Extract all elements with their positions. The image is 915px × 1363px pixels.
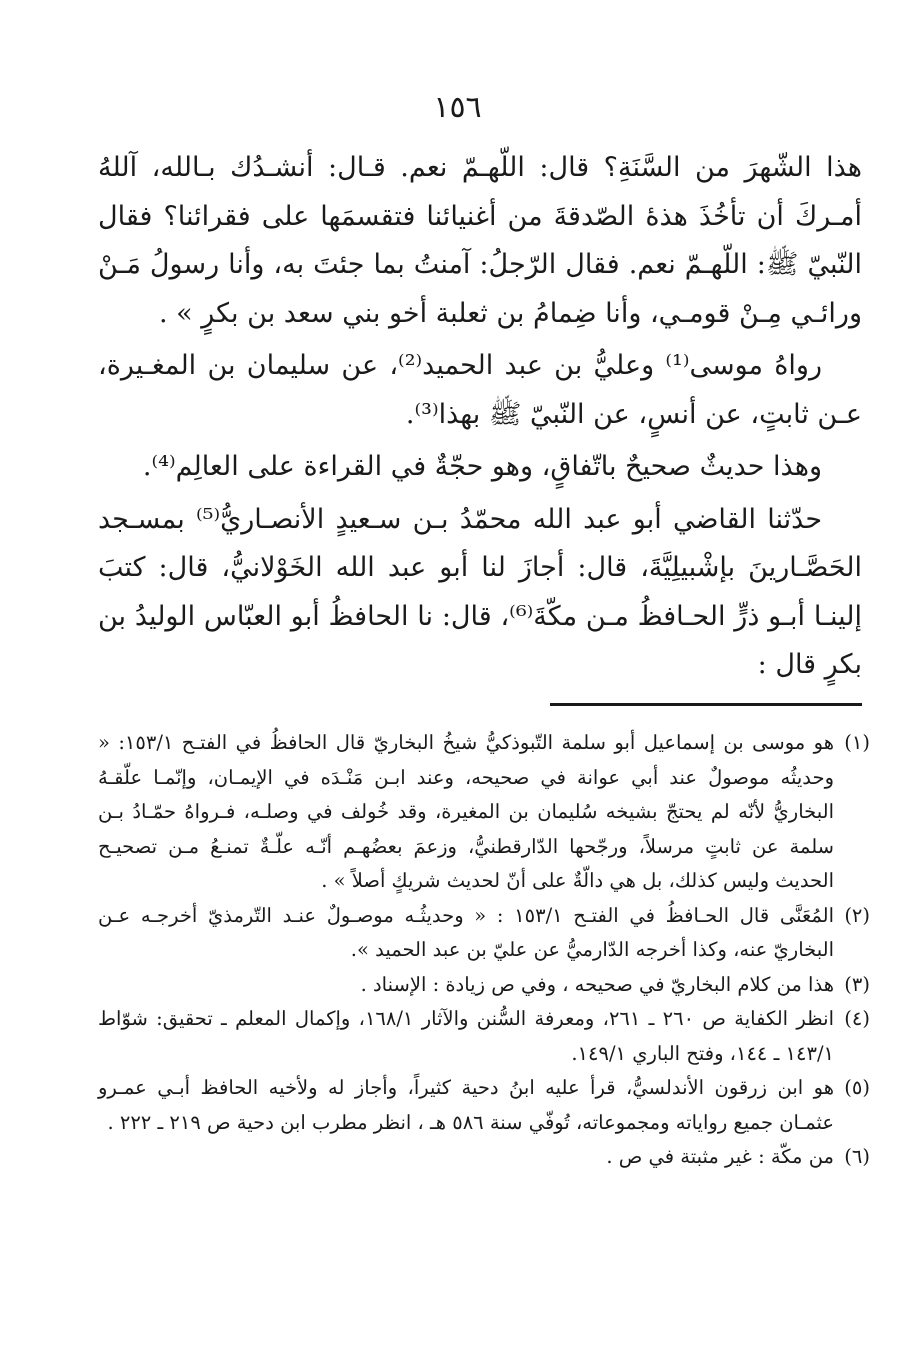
- footnote-number: (٤): [844, 1007, 870, 1030]
- footnote-number: (٥): [844, 1076, 870, 1099]
- footnote: [98, 1071, 870, 1140]
- footnote: [98, 1002, 870, 1071]
- footnote-text: انظر الكفاية ص ٢٦٠ ـ ٢٦١، ومعرفة السُّنن والآثار ١٦٨/١، وإكمال المعلم ـ تحقيق: شوّاط ١٤٣/١ ـ ١٤٤، وفتح الباري ١٤٩/١.: [98, 1007, 834, 1065]
- footnote-text: هذا من كلام البخاريّ في صحيحه ، وفي ص زيادة : الإسناد .: [360, 972, 834, 996]
- footnote-number: (٣): [844, 972, 870, 996]
- paragraph-authenticity: وهذا حديثٌ صحيحٌ باتّفاقٍ، وهو حجّةٌ في القراءة على العالِم⁽⁴⁾.: [142, 451, 822, 482]
- footnote-divider: [550, 703, 862, 706]
- footnote-number: (٢): [844, 903, 871, 927]
- footnote: [98, 1140, 870, 1175]
- page-number: ١٥٦: [433, 90, 482, 125]
- paragraph-narration: رواهُ موسى⁽¹⁾ وعليُّ بن عبد الحميد⁽²⁾، عن سليمان بن المغـيرة، عـن ثابتٍ، عن أنسٍ، عن النّبيّ ﷺ بهذا⁽³⁾.: [98, 350, 862, 430]
- footnote-text: هو موسى بن إسماعيل أبو سلمة التّبوذكيُّ شيخُ البخاريّ قال الحافظُ في الفتـح ١٥٣/١: « وحديثُه موصولٌ عند أبي عوانة في صحيحه، وعند ابـن مَنْـدَه في الإيمـان، وإنّمـا علّقـهُ البخاريُّ لأنّه لم يحتجّ بشيخه سُليمان بن المغيرة، وقد خُولف في وصلـه، فـرواهُ حمّـادُ بـن سلمة عن ثابتٍ مرسلاً، ورجّحها الدّارقطنيُّ، وزعمَ بعضُهـم أنّـه علّـةٌ تمنـعُ مـن تصحيـح الحديث وليس كذلك، بل هي دالّةٌ على أنّ لحديث شريكٍ أصلاً » .: [98, 731, 834, 892]
- footnote: [98, 968, 870, 1003]
- paragraph-hadith-end: هذا الشّهرَ من السَّنَةِ؟ قال: اللّهـمّ نعم. قـال: أنشـدُك بـالله، آللهُ أمـركَ أن تأخُذَ هذهٔ الصّدقةَ من أغنيائنا فتقسمَها على فقرائنا؟ فقال النّبيّ ﷺ: اللّهـمّ نعم. فقال الرّجلُ: آمنتُ بما جئتَ به، وأنا رسولُ مَـنْ ورائـي مِـنْ قومـي، وأنا ضِمامُ بن ثعلبة أخو بني سعد بن بكرٍ » .: [98, 152, 862, 329]
- footnotes: [98, 726, 870, 1175]
- footnote-text: المُعَنَّى قال الحـافظُ في الفتـح ١٥٣/١ : « وحديثُـه موصـولٌ عنـد التّرمذيّ أخرجـه عـن البخاريّ عنه، وكذا أخرجه الدّارميُّ عن عليّ بن عبد الحميد ».: [98, 903, 835, 961]
- footnote: [98, 726, 870, 899]
- footnote-text: هو ابن زرقون الأندلسيُّ، قرأ عليه ابنُ دحية كثيراً، وأجاز له ولأخيه الحافظ أبـي عمـرو عثمـان جميع رواياته ومجموعاته، تُوفّي سنة ٥٨٦ هـ ، انظر مطرب ابن دحية ص ٢١٩ ـ ٢٢٢ .: [98, 1076, 834, 1134]
- footnote-number: (١): [844, 731, 870, 754]
- paragraph-isnad: حدّثنا القاضي أبو عبد الله محمّدُ بـن سـعيدٍ الأنصـاريُّ⁽⁵⁾ بمسـجد الحَصَّـارينَ بإشْبيلِيَّةَ، قال: أجازَ لنا أبو عبد الله الخَوْلانيُّ، قال: كتبَ إلينـا أبـو ذرٍّ الحـافظُ مـن مكّةَ⁽⁶⁾، قال: نا الحافظُ أبو العبّاس الوليدُ بن بكرٍ قال :: [98, 503, 862, 680]
- footnote: [98, 899, 870, 968]
- footnote-text: من مكّة : غير مثبتة في ص .: [606, 1145, 834, 1168]
- footnote-number: (٦): [844, 1145, 870, 1168]
- main-text: [98, 144, 862, 690]
